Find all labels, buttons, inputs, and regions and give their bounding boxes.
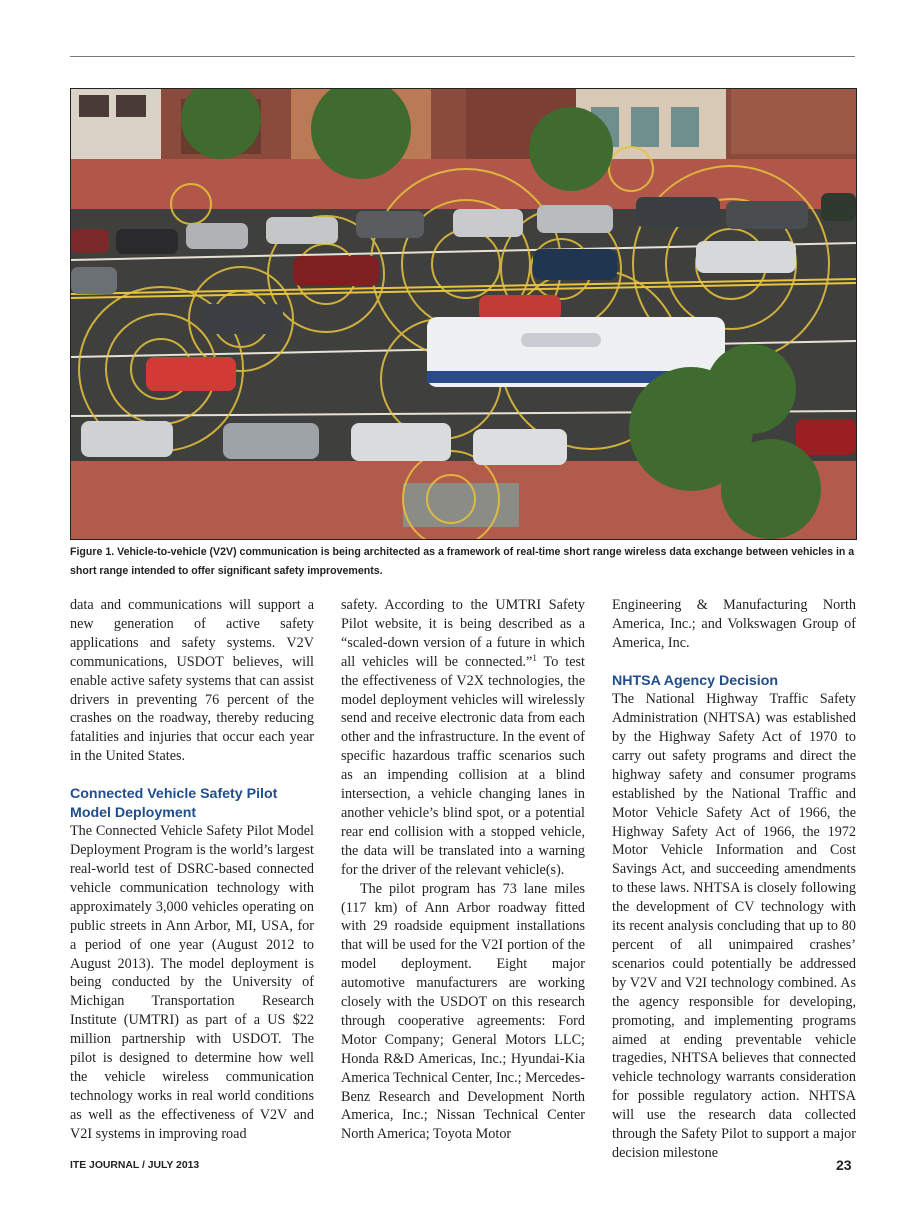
section-heading-nhtsa: NHTSA Agency Decision bbox=[612, 672, 779, 689]
col3-paragraph-2: The National Highway Traffic Safety Administration (NHTSA) was established by the Highway Safety Act of 1970 to carry out safety programs and direct the highway safety and consumer programs established by the National Traffic and Motor Vehicle Safety Act of 1966, the Highway Safety Act of 1966, the 1972 Motor Vehicle Information and Cost Savings Act, and succeeding amendments to these laws. NHTSA is closely following the development of CV technology with its recent analysis concluding that up to 80 percent of all unimpaired crashes’ scenarios could potentially be addressed by V2V and V2I technology combined. As the agency responsible for developing, promoting, and implementing programs aimed at ending preventable vehicle tragedies, NHTSA believes that connected vehicle technology warrants consideration for possible regulatory action. NHTSA will use the research data collected through the Safety Pilot to support a major decision milestone bbox=[612, 691, 856, 1161]
col3-paragraph-1: Engineering & Manufacturing North America, Inc.; and Volkswagen Group of America, Inc. bbox=[612, 597, 856, 651]
footnote-ref: 1 bbox=[532, 652, 537, 663]
figure-caption: Figure 1. Vehicle-to-vehicle (V2V) communication is being architected as a framework of real-time short range wireless data exchange between vehicles in a short range intended to offer significant safety improvements. bbox=[70, 546, 855, 577]
col1-paragraph-1: data and communications will support a new generation of active safety applications and safety systems. V2V communications, USDOT believes, will enable active safety systems that can assist drivers in preventing 76 percent of the crashes on the roadway, thereby reducing fatalities and injuries that occur each year in the United States. bbox=[70, 597, 314, 765]
street-illustration bbox=[71, 89, 856, 539]
section-heading-pilot: Connected Vehicle Safety Pilot Model Deployment bbox=[70, 786, 278, 821]
figure-photo bbox=[70, 88, 857, 540]
column-3 bbox=[612, 596, 856, 1163]
col1-paragraph-2: The Connected Vehicle Safety Pilot Model Deployment Program is the world’s largest real-world test of DSRC-based connected vehicle communication technology with approximately 3,000 vehicles operating on public streets in Ann Arbor, MI, USA, for a period of one year (August 2012 to August 2013). The model deployment is being conducted by the University of Michigan Transportation Research Institute (UMTRI) as part of a US $22 million partnership with USDOT. The pilot is designed to determine how well the vehicle wireless communication technology works in real world conditions as well as the effectiveness of V2V and V2I systems in improving road bbox=[70, 823, 314, 1142]
column-1 bbox=[70, 596, 314, 1144]
page-number: 23 bbox=[836, 1157, 852, 1173]
header-rule bbox=[70, 56, 855, 57]
col2-paragraph-2: The pilot program has 73 lane miles (117 km) of Ann Arbor roadway fitted with 29 roadside equipment installations that will be used for the V2I portion of the model deployment. Eight major automotive manufacturers are working closely with the USDOT on this research through cooperative agreements: Ford Motor Company; General Motors LLC; Honda R&D Americas, Inc.; Hyundai-Kia America Technical Center, Inc.; Mercedes-Benz Research and Development North America, Inc.; Nissan Technical Center North America; Toyota Motor bbox=[341, 880, 585, 1143]
col2-paragraph-1: safety. According to the UMTRI Safety Pilot website, it is being described as a “scaled-down version of a future in which all vehicles will be connected.”$^1$ To test the effectiveness of V2X technologies, the model deployment vehicles will wirelessly send and receive electronic data from each other and the infrastructure. In the event of specific hazardous traffic scenarios such as an impending collision at a blind intersection, a vehicle changing lanes in another vehicle’s blind spot, or a potential rear end collision with a stopped vehicle, the data will be translated into a warning for the driver of the relevant vehicle(s). bbox=[341, 597, 585, 878]
column-2 bbox=[341, 596, 585, 1144]
journal-footer: ITE JOURNAL / JULY 2013 bbox=[70, 1160, 200, 1171]
